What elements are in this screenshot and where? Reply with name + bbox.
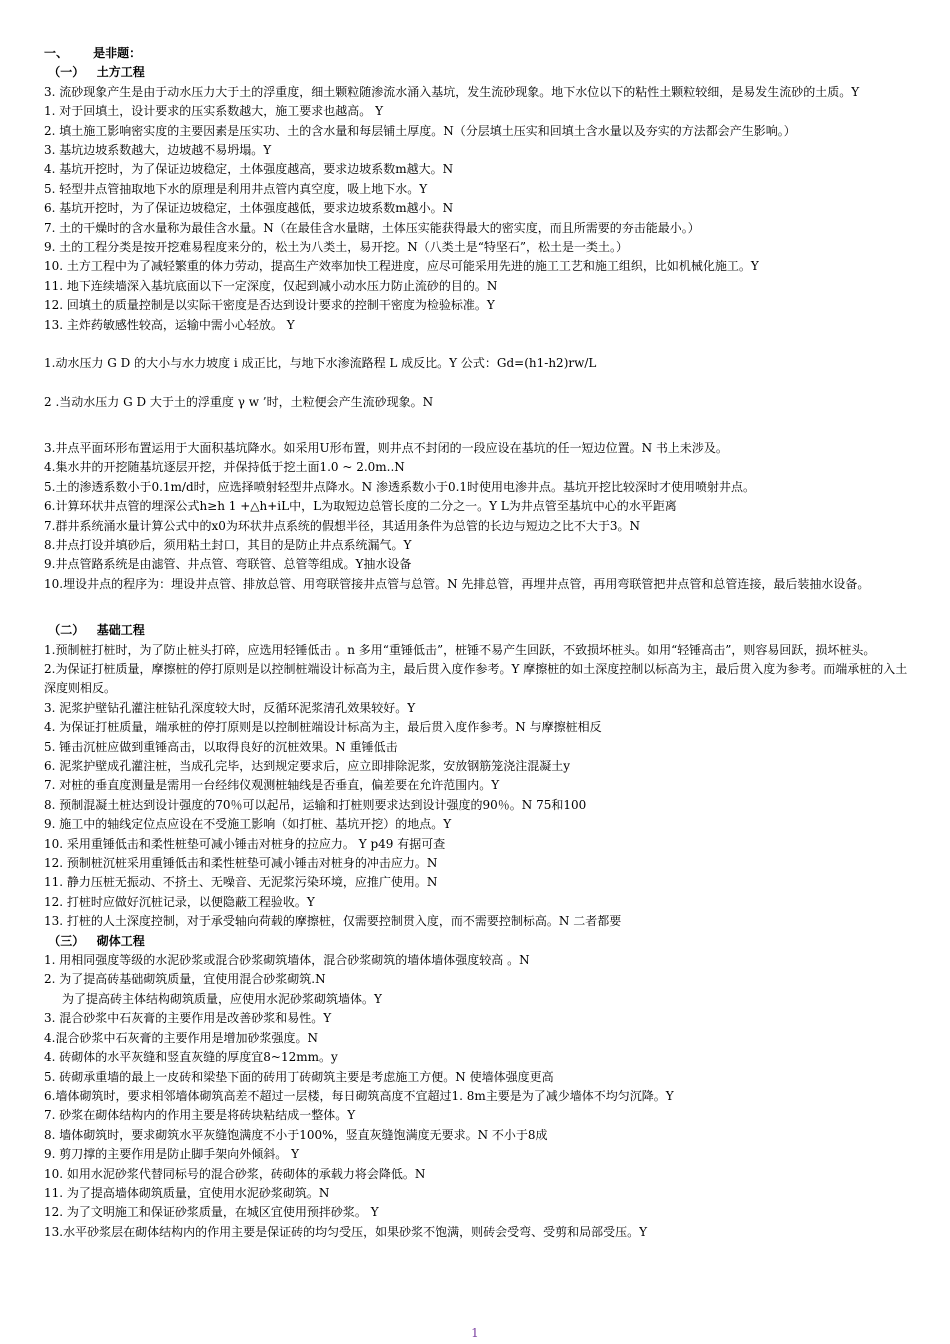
list-item: 3. 流砂现象产生是由于动水压力大于土的浮重度，细土颗粒随渗流水涌入基坑，发生流砂现象。地下水位以下的粘性土颗粒较细，是易发生流砂的土质。Y [44,84,860,99]
list-item: 12. 为了文明施工和保证砂浆质量，在城区宜使用预拌砂浆。 Y [44,1205,379,1220]
list-item: 5. 轻型井点管抽取地下水的原理是利用井点管内真空度，吸上地下水。Y [44,181,428,196]
list-item: 7.群井系统涌水量计算公式中的x0为环状井点系统的假想半径，其适用条件为总管的长边与短边之比不大于3。N [44,518,640,533]
spacer [44,431,910,439]
list-item: 11. 地下连续墙深入基坑底面以下一定深度，仅起到减小动水压力防止流砂的目的。N [44,278,498,293]
list-item: 2 .当动水压力 G D 大于土的浮重度 γ w ’时，土粒便会产生流砂现象。N [44,394,434,409]
list-item: 10. 采用重锤低击和柔性桩垫可减小锤击对桩身的拉应力。 Y p49 有据可查 [44,836,446,851]
list-item: 9. 剪刀撑的主要作用是防止脚手架向外倾斜。 Y [44,1147,300,1162]
list-item: 10. 土方工程中为了减轻繁重的体力劳动，提高生产效率加快工程进度，应尽可能采用先进的施工工艺和施工组织，比如机械化施工。Y [44,259,759,274]
list-item: 2. 填土施工影响密实度的主要因素是压实功、土的含水量和每层铺土厚度。N（分层填土压实和回填土含水量以及夯实的方法都会产生影响。） [44,123,796,138]
list-item: 12. 预制桩沉桩采用重锤低击和柔性桩垫可减小锤击对桩身的冲击应力。N [44,856,438,871]
list-item: 1.预制桩打桩时，为了防止桩头打碎，应选用轻锤低击 。n 多用“重锤低击”，桩锤不易产生回跃，不致损坏桩头。如用“轻锤高击”，则容易回跃，损坏桩头。 [44,642,876,657]
list-item: 1. 对于回填土，设计要求的压实系数越大，施工要求也越高。 Y [44,104,384,119]
page-number: 1 [471,1326,479,1340]
spacer [44,594,910,613]
section-heading-earthwork: （一） 土方工程 [48,65,145,80]
list-item: 7. 对桩的垂直度测量是需用一台经纬仪观测桩轴线是否垂直，偏差要在允许范围内。Y [44,778,500,793]
section-heading-masonry: （三） 砌体工程 [48,933,145,948]
spacer [44,335,910,354]
list-item: 13.水平砂浆层在砌体结构内的作用主要是保证砖的均匀受压，如果砂浆不饱满，则砖会受弯、受剪和局部受压。Y [44,1224,648,1239]
list-item: 9. 土的工程分类是按开挖难易程度来分的，松土为八类土，易开挖。N（八类土是“特坚石”，松土是一类土。） [44,240,629,255]
list-item: 5. 锤击沉桩应做到重锤高击，以取得良好的沉桩效果。N 重锤低击 [44,739,398,754]
list-item: 7. 砂浆在砌体结构内的作用主要是将砖块粘结成一整体。Y [44,1108,356,1123]
page-title: 一、 是非题： [44,46,142,60]
list-item: 12. 回填土的质量控制是以实际干密度是否达到设计要求的控制干密度为检验标准。Y [44,298,495,313]
list-item: 6.墙体砌筑时，要求相邻墙体砌筑高差不超过一层楼，每日砌筑高度不宜超过1. 8m主要是为了减少墙体不均匀沉降。Y [44,1088,674,1103]
list-item: 4. 为保证打桩质量，端承桩的停打原则是以控制桩端设计标高为主，最后贯入度作参考。N 与摩擦桩相反 [44,720,602,735]
list-item: 13. 主炸药敏感性较高，运输中需小心轻放。 Y [44,317,295,332]
list-item: 3. 基坑边坡系数越大，边坡越不易坍塌。Y [44,143,272,158]
list-item: 5. 砖砌承重墙的最上一皮砖和梁垫下面的砖用丁砖砌筑主要是考虑施工方便。N 使墙体强度更高 [44,1069,554,1084]
list-item: 6. 基坑开挖时，为了保证边坡稳定，土体强度越低，要求边坡系数m越小。N [44,201,454,216]
list-item: 3. 泥浆护壁钻孔灌注桩钻孔深度较大时，反循环泥浆清孔效果较好。Y [44,700,416,715]
list-item: 3.井点平面环形布置运用于大面积基坑降水。如采用U形布置，则井点不封闭的一段应设在基坑的任一短边位置。N 书上未涉及。 [44,440,728,455]
list-item: 5.土的渗透系数小于0.1m/d时，应选择喷射轻型井点降水。N 渗透系数小于0.1时使用电渗井点。基坑开挖比较深时才使用喷射井点。 [44,479,756,494]
list-item: 4. 砖砌体的水平灰缝和竖直灰缝的厚度宜8~12mm。y [44,1050,338,1065]
spacer [44,374,910,393]
list-item: 为了提高砖主体结构砌筑质量，应使用水泥砂浆砌筑墙体。Y [62,991,382,1006]
list-item: 11. 为了提高墙体砌筑质量，宜使用水泥砂浆砌筑。N [44,1185,330,1200]
list-item: 8. 预制混凝土桩达到设计强度的70％可以起吊，运输和打桩则要求达到设计强度的90％。N 75和100 [44,797,587,812]
document-page [44,44,910,1242]
list-item: 4. 基坑开挖时，为了保证边坡稳定，土体强度越高，要求边坡系数m越大。N [44,162,454,177]
list-item: 1. 用相同强度等级的水泥砂浆或混合砂浆砌筑墙体，混合砂浆砌筑的墙体墙体强度较高 。N [44,953,530,968]
list-item: 10.埋设井点的程序为：埋设井点管、排放总管、用弯联管接井点管与总管。N 先排总管，再埋井点管，再用弯联管把井点管和总管连接，最后装抽水设备。 [44,576,870,591]
list-item: 6.计算环状井点管的埋深公式h≥h 1 +△h+iL中，L为取短边总管长度的二分之一。Y L为井点管至基坑中心的水平距离 [44,499,677,514]
list-item: 3. 混合砂浆中石灰膏的主要作用是改善砂浆和易性。Y [44,1011,332,1026]
list-item: 4.混合砂浆中石灰膏的主要作用是增加砂浆强度。N [44,1030,318,1045]
list-item: 9.井点管路系统是由滤管、井点管、弯联管、总管等组成。Y抽水设备 [44,557,412,572]
section-heading-foundation: （二） 基础工程 [48,623,145,638]
list-item: 13. 打桩的人土深度控制，对于承受轴向荷载的摩擦桩，仅需要控制贯入度，而不需要控制标高。N 二者都要 [44,914,622,929]
list-item: 10. 如用水泥砂浆代替同标号的混合砂浆，砖砌体的承载力将会降低。N [44,1166,426,1181]
spacer [44,613,910,621]
list-item: 8.井点打设并填砂后，须用粘土封口，其目的是防止井点系统漏气。Y [44,537,412,552]
list-item: 4.集水井的开挖随基坑逐层开挖，并保持低于挖土面1.0 ~ 2.0m..N [44,460,405,475]
list-item: 8. 墙体砌筑时，要求砌筑水平灰缝饱满度不小于100%，竖直灰缝饱满度无要求。N 不小于8成 [44,1127,548,1142]
spacer [44,412,910,431]
list-item: 1.动水压力 G D 的大小与水力坡度 i 成正比，与地下水渗流路程 L 成反比。Y 公式：Gd=(h1-h2)rw/L [44,356,597,371]
list-item: 11. 静力压桩无振动、不挤土、无噪音、无泥浆污染环境，应推广使用。N [44,875,438,890]
list-item: 9. 施工中的轴线定位点应设在不受施工影响（如打桩、基坑开挖）的地点。Y [44,817,452,832]
list-item: 12. 打桩时应做好沉桩记录，以便隐蔽工程验收。Y [44,894,315,909]
list-item: 6. 泥浆护壁成孔灌注桩，当成孔完毕，达到规定要求后，应立即排除泥浆，安放钢筋笼浇注混凝土y [44,759,571,773]
list-item: 2.为保证打桩质量，摩擦桩的停打原则是以控制桩端设计标高为主，最后贯入度作参考。Y 摩擦桩的如土深度控制以标高为主，最后贯入度为参考。而端承桩的入土深度则相反。 [44,661,908,696]
list-item: 7. 土的干燥时的含水量称为最佳含水量。N（在最佳含水量瞎，土体压实能获得最大的密实度，而且所需要的夯击能最小。） [44,220,700,235]
list-item: 2. 为了提高砖基础砌筑质量，宜使用混合砂浆砌筑.N [44,972,326,987]
